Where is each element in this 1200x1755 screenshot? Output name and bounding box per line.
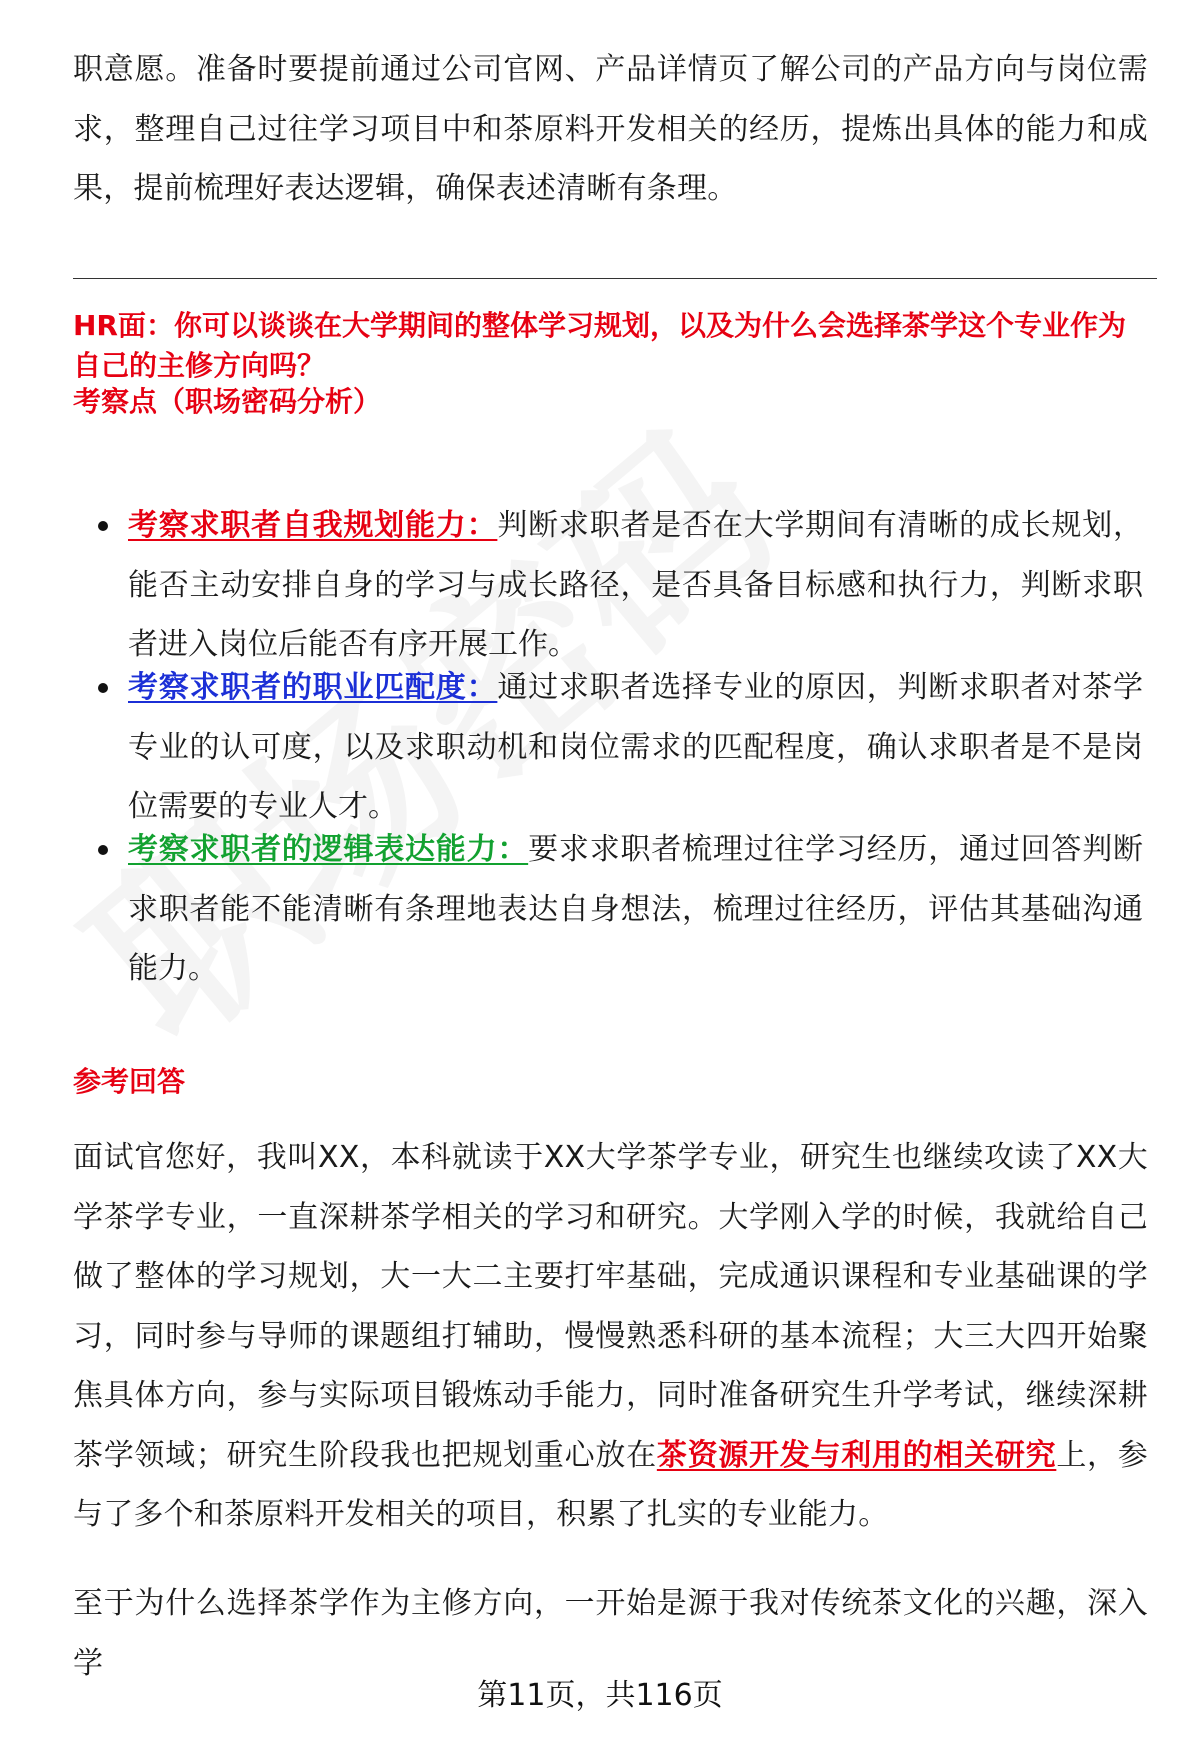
analysis-item	[0, 658, 1200, 824]
hr-question: HR面：你可以谈谈在大学期间的整体学习规划，以及为什么会选择茶学这个专业作为自己的主修方向吗？	[73, 309, 1126, 382]
answer-text-part2: 上，参与了多个和茶原料开发相关的项目，积累了扎实的专业能力。	[73, 1437, 1148, 1532]
page-number: 第11页，共116页	[477, 1678, 723, 1713]
analysis-item-keyword: 考察求职者自我规划能力：	[128, 508, 498, 543]
section-divider	[73, 278, 1157, 279]
bullet-dot-icon	[98, 521, 108, 531]
answer-paragraph	[73, 1128, 1148, 1545]
analysis-item	[0, 820, 1200, 986]
analysis-item	[0, 496, 1200, 662]
answer-title: 参考回答	[73, 1065, 186, 1098]
analysis-item-body: 要求求职者梳理过往学习经历，通过回答判断求职者能不能清晰有条理地表达自身想法，梳理过往经历，评估其基础沟通能力。	[128, 832, 1143, 986]
intro-paragraph: 职意愿。准备时要提前通过公司官网、产品详情页了解公司的产品方向与岗位需求，整理自己过往学习项目中和茶原料开发相关的经历，提炼出具体的能力和成果，提前梳理好表达逻辑，确保表述清晰有条理。	[73, 52, 1148, 206]
analysis-title: 考察点（职场密码分析）	[73, 385, 382, 418]
analysis-item-text	[128, 820, 1143, 999]
analysis-item-keyword: 考察求职者的职业匹配度：	[128, 670, 498, 705]
answer-text-part1: 面试官您好，我叫XX，本科就读于XX大学茶学专业，研究生也继续攻读了XX大学茶学专业，一直深耕茶学相关的学习和研究。大学刚入学的时候，我就给自己做了整体的学习规划，大一大二主要打牢基础，完成通识课程和专业基础课的学习，同时参与导师的课题组打辅助，慢慢熟悉科研的基本流程；大三大四开始聚焦具体方向，参与实际项目锻炼动手能力，同时准备研究生升学考试，继续深耕茶学领域；研究生阶段我也把规划重心放在	[73, 1140, 1148, 1473]
analysis-item-body: 通过求职者选择专业的原因，判断求职者对茶学专业的认可度，以及求职动机和岗位需求的匹配程度，确认求职者是不是岗位需要的专业人才。	[128, 670, 1143, 824]
analysis-item-text	[128, 496, 1143, 675]
analysis-item-keyword: 考察求职者的逻辑表达能力：	[128, 832, 529, 867]
analysis-item-text	[128, 658, 1143, 837]
answer-paragraph-2: 至于为什么选择茶学作为主修方向，一开始是源于我对传统茶文化的兴趣，深入学	[73, 1586, 1148, 1681]
analysis-list	[0, 496, 1200, 986]
bullet-dot-icon	[98, 683, 108, 693]
bullet-dot-icon	[98, 845, 108, 855]
analysis-item-body: 判断求职者是否在大学期间有清晰的成长规划，能否主动安排自身的学习与成长路径，是否具备目标感和执行力，判断求职者进入岗位后能否有序开展工作。	[128, 508, 1143, 662]
answer-highlight: 茶资源开发与利用的相关研究	[656, 1437, 1057, 1473]
